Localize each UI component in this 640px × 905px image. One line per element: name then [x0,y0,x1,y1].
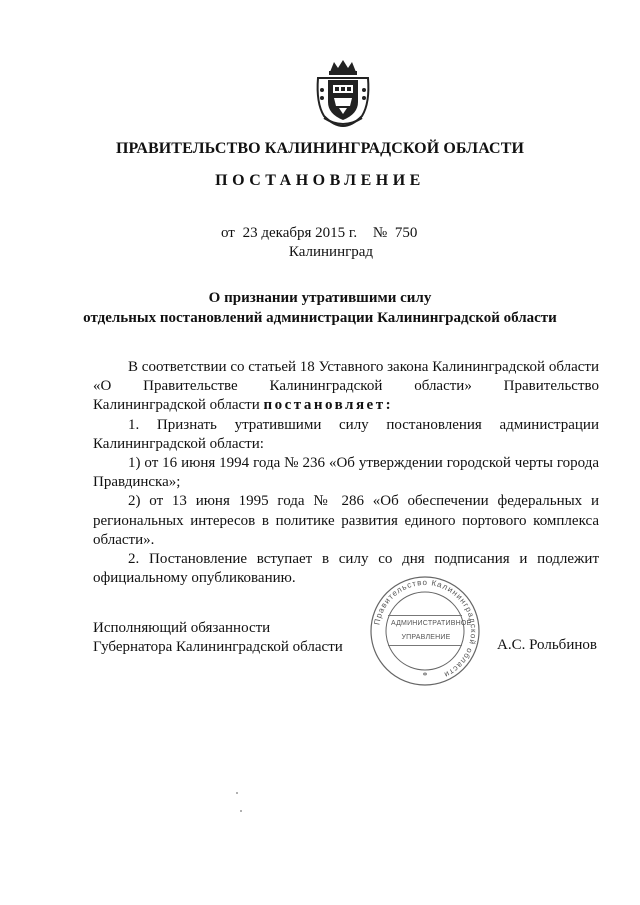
date-prefix: от [221,225,235,241]
document-subject [0,288,640,328]
subject-line-1: О признании утратившими силу [208,290,432,306]
signer-position-line-1: Исполняющий обязанности [93,620,271,636]
seal-inner-line-2: УПРАВЛЕНИЕ [401,634,451,641]
svg-text:Правительство Калининградской [372,578,478,680]
number-sign: № [372,225,388,241]
item-2: 2. Постановление вступает в силу со дня подписания и подлежит официальному опубликованию. [93,551,599,587]
seal-ring-text: Правительство Калининградской области [372,577,479,680]
subject-line-2: отдельных постановлений администрации Калининградской области [83,310,557,326]
document-type: ПОСТАНОВЛЕНИЕ [215,172,425,189]
document-body [93,358,599,588]
item-1-2: 2) от 13 июня 1995 года № 286 «Об обеспечении федеральных и региональных интересов в политике развития единого портового комплекса области». [93,493,599,548]
official-seal [366,575,484,687]
date-value: 23 декабря 2015 г. [242,225,358,241]
date-number-line [221,225,421,242]
seal-inner-line-1: АДМИНИСТРАТИВНОЕ [391,620,472,627]
city: Калининград [288,244,374,260]
organization-title: ПРАВИТЕЛЬСТВО КАЛИНИНГРАДСКОЙ ОБЛАСТИ [115,140,525,157]
scan-speck [236,792,238,794]
svg-text:*: * [422,671,428,682]
item-1-1: 1) от 16 июня 1994 года № 236 «Об утверждении городской черты города Правдинска»; [93,455,599,491]
coat-of-arms-emblem [314,58,372,128]
document-number: 750 [394,225,418,241]
signer-name: А.С. Рольбинов [497,637,597,653]
intro-text: В соответствии со статьей 18 Уставного закона Калининградской области «О Правительстве Калининградской области» Правительство Калининградской области [93,359,599,414]
decree-word: постановляет: [263,397,394,414]
item-1: 1. Признать утратившими силу постановления администрации Калининградской области: [93,416,599,452]
scan-speck [240,810,242,812]
signer-position [93,619,343,657]
signer-position-line-2: Губернатора Калининградской области [93,639,343,655]
intro-paragraph [93,358,599,416]
